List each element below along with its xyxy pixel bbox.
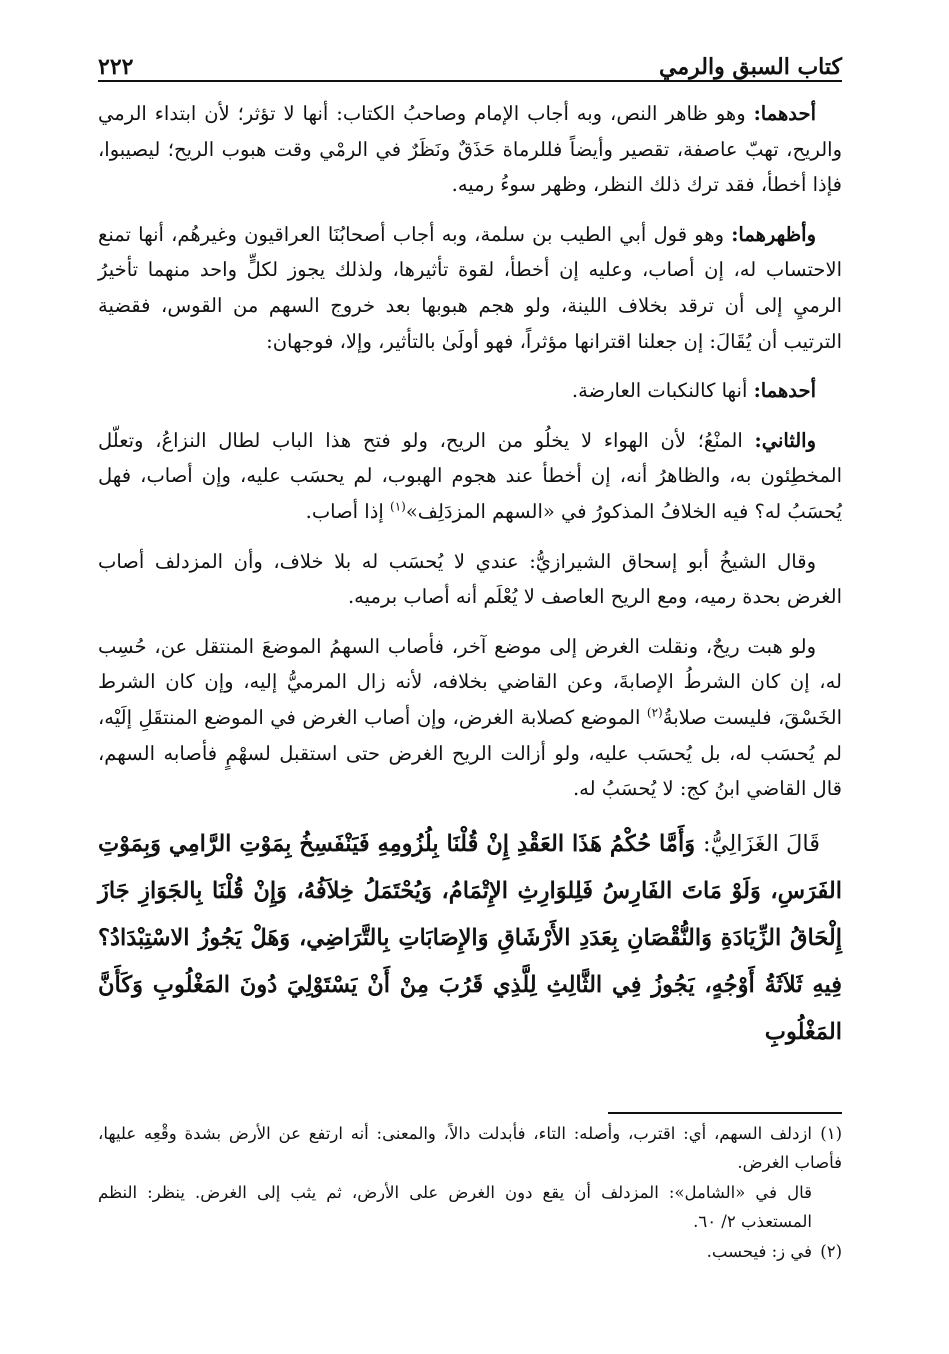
footnote-marker-2: (٢) bbox=[646, 705, 663, 720]
matn-lead: قَالَ الغَزَالِيُّ: bbox=[703, 830, 820, 857]
header-rule bbox=[98, 80, 842, 82]
paragraph-lead: والثاني: bbox=[754, 428, 816, 452]
paragraph-text: وهو ظاهر النص، وبه أجاب الإمام وصاحبُ الكتاب: أنها لا تؤثر؛ لأن ابتداء الرمي والريح، تهبّ عاصفة، تقصير وأيضاً فللرماة حَذَقٌ ونَظَرٌ في الرمْي وقت هبوب الريح؛ ليصيبوا، فإذا أخطأ، فقد ترك ذلك النظر، وظهر سوءُ رميه. bbox=[98, 102, 842, 197]
paragraph-text: إذا أصاب. bbox=[305, 499, 391, 523]
page-number: ٢٢٢ bbox=[98, 54, 134, 80]
paragraph-4 bbox=[98, 423, 842, 530]
page-header bbox=[98, 36, 842, 80]
quoted-matn bbox=[98, 821, 842, 1056]
matn-text: وَأَمَّا حُكْمُ هَذَا العَقْدِ إِنْ قُلْنَا بِلُزُومِهِ فَيَنْفَسِخُ بِمَوْتِ الرَّامِي وَبِمَوْتِ الفَرَسِ، وَلَوْ مَاتَ الفَارِسُ فَلِلوَارِثِ الإِتْمَامُ، وَيُحْتَمَلُ خِلاَفُهُ، وَإِنْ قُلْنَا بِالجَوَازِ جَازَ إِلْحَاقُ الزِّيَادَةِ وَالنُّقْصَانِ بِعَدَدِ الأَرْشَاقِ وَالإِصَابَاتِ بِالتَّرَاضِي، وَهَلْ يَجُوزُ الاسْتِبْدَادُ؟ فِيهِ ثَلاَثَةُ أَوْجُهٍ، يَجُوزُ فِي الثَّالِثِ لِلَّذِي قَرُبَ مِنْ أَنْ يَسْتَوْلِيَ دُونَ المَغْلُوبِ وَكَأَنَّ المَغْلُوبِ bbox=[98, 830, 842, 1045]
paragraph-text: المنْعُ؛ لأن الهواء لا يخلُو من الريح، ولو فتح هذا الباب لطال النزاعُ، وتعلّل المخطِئون به، والظاهرُ أنه، إن أخطأ عند هجوم الهبوب، لم يحسَب عليه، وإن أصاب، فهل يُحسَبُ له؟ فيه الخلافُ المذكورُ في «السهم المزدَلِف» bbox=[98, 428, 842, 523]
paragraph-3 bbox=[98, 373, 842, 409]
footnotes bbox=[98, 1120, 842, 1269]
paragraph-2 bbox=[98, 217, 842, 359]
footnote-number: (١) bbox=[820, 1124, 842, 1143]
footnote-rule bbox=[608, 1112, 842, 1114]
footnote-1-continued bbox=[98, 1179, 842, 1236]
paragraph-text: وهو قول أبي الطيب بن سلمة، وبه أجاب أصحابُنَا العراقيون وغيرهُم، أنها تمنع الاحتساب له، إن أصاب، وعليه إن أخطأ، لقوة تأثيرها، ولذلك يجوز لكلٍّ واحد منهما تأخيرُ الرميِ إلى أن ترقد بخلاف اللينة، ولو هجم هبوبها بعد خروج السهم من القوس، فقضية الترتيب أن يُقَالَ: إن جعلنا اقترانها مؤثراً، فهو أولَىٰ بالتأثير، وإلا، فوجهان: bbox=[98, 222, 842, 353]
paragraph-lead: أحدهما: bbox=[753, 379, 816, 403]
main-text bbox=[98, 96, 842, 1056]
paragraph-6 bbox=[98, 629, 842, 807]
paragraph-text: ولو هبت ريحٌ، ونقلت الغرض إلى موضع آخر، فأصاب السهمُ الموضعَ المنتقل عن، حُسِب له، إن كان الشرطُ الإصابةَ، وعن القاضي بخلافه، لأنه زال المرميُّ إليه، وإن كان الشرط الخَسْقَ، فليست صلابةُ bbox=[98, 634, 842, 729]
paragraph-text: الموضع كصلابة الغرض، وإن أصاب الغرض في الموضع المنتقَلِ إلَيْه، لم يُحسَب له، بل يُحسَب عليه، ولو أزالت الريح الغرض حتى استقبل لسهْمٍ فأصابه السهم، قال القاضي ابنُ كج: لا يُحسَبُ له. bbox=[98, 705, 842, 801]
footnote-1 bbox=[98, 1120, 842, 1177]
footnote-number: (٢) bbox=[820, 1242, 842, 1261]
paragraph-text: أنها كالنكبات العارضة. bbox=[571, 379, 754, 403]
paragraph-text: وقال الشيخُ أبو إسحاق الشيرازيُّ: عندي لا يُحسَب له بلا خلاف، وأن المزدلف أصاب الغرض بحدة رميه، ومع الريح العاصف لا يُعْلَم أنه أصاب برميه. bbox=[98, 549, 842, 609]
paragraph-lead: أحدهما: bbox=[753, 102, 816, 125]
footnote-marker-1: (١) bbox=[390, 499, 406, 514]
footnote-text: في ز: فيحسب. bbox=[706, 1242, 812, 1261]
book-title: كتاب السبق والرمي bbox=[659, 54, 842, 80]
footnote-2 bbox=[98, 1238, 842, 1267]
paragraph-1 bbox=[98, 96, 842, 203]
paragraph-lead: وأظهرهما: bbox=[731, 222, 816, 246]
footnote-text: قال في «الشامل»: المزدلف أن يقع دون الغرض على الأرض، ثم يثب إلى الغرض. ينظر: النظم المستعذب ٢/ ٦٠. bbox=[98, 1183, 812, 1231]
footnote-text: ازدلف السهم، أي: اقترب، وأصله: التاء، فأبدلت دالاً، والمعنى: أنه ارتفع عن الأرض بشدة وقْعِه عليها، فأصاب الغرض. bbox=[98, 1124, 842, 1172]
paragraph-5 bbox=[98, 544, 842, 615]
